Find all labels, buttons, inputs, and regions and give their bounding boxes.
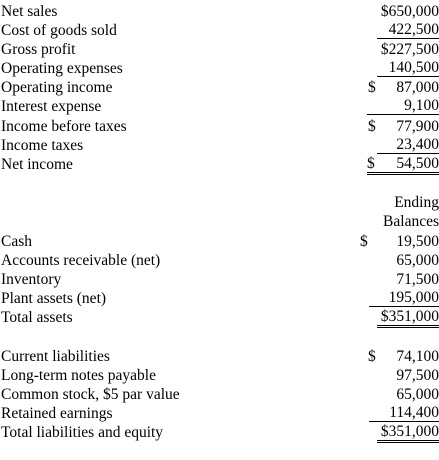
row-value: $351,000 xyxy=(377,308,439,328)
row-value: 71,500 xyxy=(396,271,439,288)
currency-sign: $ xyxy=(368,79,376,96)
income-row xyxy=(0,59,439,78)
income-row xyxy=(0,78,439,97)
asset-row xyxy=(0,289,439,308)
row-amount: 54,500 xyxy=(396,155,439,172)
row-label: Operating income xyxy=(1,79,113,96)
income-row xyxy=(0,155,439,174)
asset-row xyxy=(0,270,439,289)
asset-row xyxy=(0,308,439,327)
row-label: Common stock, $5 par value xyxy=(1,386,180,403)
income-row xyxy=(0,117,439,136)
asset-row xyxy=(0,251,439,270)
income-row xyxy=(0,40,439,59)
liability-row xyxy=(0,347,439,366)
row-value: 23,400 xyxy=(377,136,439,154)
row-value: 422,500 xyxy=(377,21,439,39)
row-label: Gross profit xyxy=(1,41,76,58)
row-value: 65,000 xyxy=(396,386,439,403)
income-row xyxy=(0,21,439,40)
row-label: Total assets xyxy=(1,309,73,326)
row-label: Operating expenses xyxy=(1,60,123,77)
liability-row xyxy=(0,385,439,404)
row-label: Current liabilities xyxy=(1,348,110,365)
row-value: 74,100 xyxy=(396,348,439,365)
row-value: 87,000 xyxy=(396,79,439,96)
row-value xyxy=(367,155,439,175)
row-label: Total liabilities and equity xyxy=(1,424,164,441)
currency-sign: $ xyxy=(368,118,376,135)
row-label: Plant assets (net) xyxy=(1,290,107,307)
currency-sign: $ xyxy=(367,155,375,172)
row-value: 9,100 xyxy=(367,97,439,115)
row-label: Long-term notes payable xyxy=(1,367,156,384)
liability-row xyxy=(0,404,439,423)
row-label: Inventory xyxy=(1,271,62,288)
row-label: Cost of goods sold xyxy=(1,22,117,39)
currency-sign: $ xyxy=(360,233,368,250)
row-value: 195,000 xyxy=(369,289,439,307)
currency-sign: $ xyxy=(368,348,376,365)
income-row xyxy=(0,2,439,21)
row-label: Retained earnings xyxy=(1,405,113,422)
row-label: Accounts receivable (net) xyxy=(1,252,161,269)
row-value: 114,400 xyxy=(369,404,439,422)
row-value: $650,000 xyxy=(380,3,439,20)
row-value: $351,000 xyxy=(377,423,439,443)
row-value: $227,500 xyxy=(380,41,439,58)
balances-label: Balances xyxy=(383,213,439,230)
liability-row xyxy=(0,423,439,442)
row-value: 140,500 xyxy=(377,59,439,77)
ending-label: Ending xyxy=(394,194,439,211)
row-label: Income taxes xyxy=(1,137,84,154)
row-label: Income before taxes xyxy=(1,118,127,135)
row-label: Net sales xyxy=(1,3,58,20)
row-label: Interest expense xyxy=(1,98,102,115)
asset-row xyxy=(0,232,439,251)
row-value: 65,000 xyxy=(396,252,439,269)
row-value: 77,900 xyxy=(396,118,439,135)
row-label: Net income xyxy=(1,156,73,173)
row-value: 97,500 xyxy=(396,367,439,384)
row-label: Cash xyxy=(1,233,32,250)
income-row xyxy=(0,97,439,116)
row-value: 19,500 xyxy=(396,233,439,250)
income-row xyxy=(0,136,439,155)
liability-row xyxy=(0,366,439,385)
